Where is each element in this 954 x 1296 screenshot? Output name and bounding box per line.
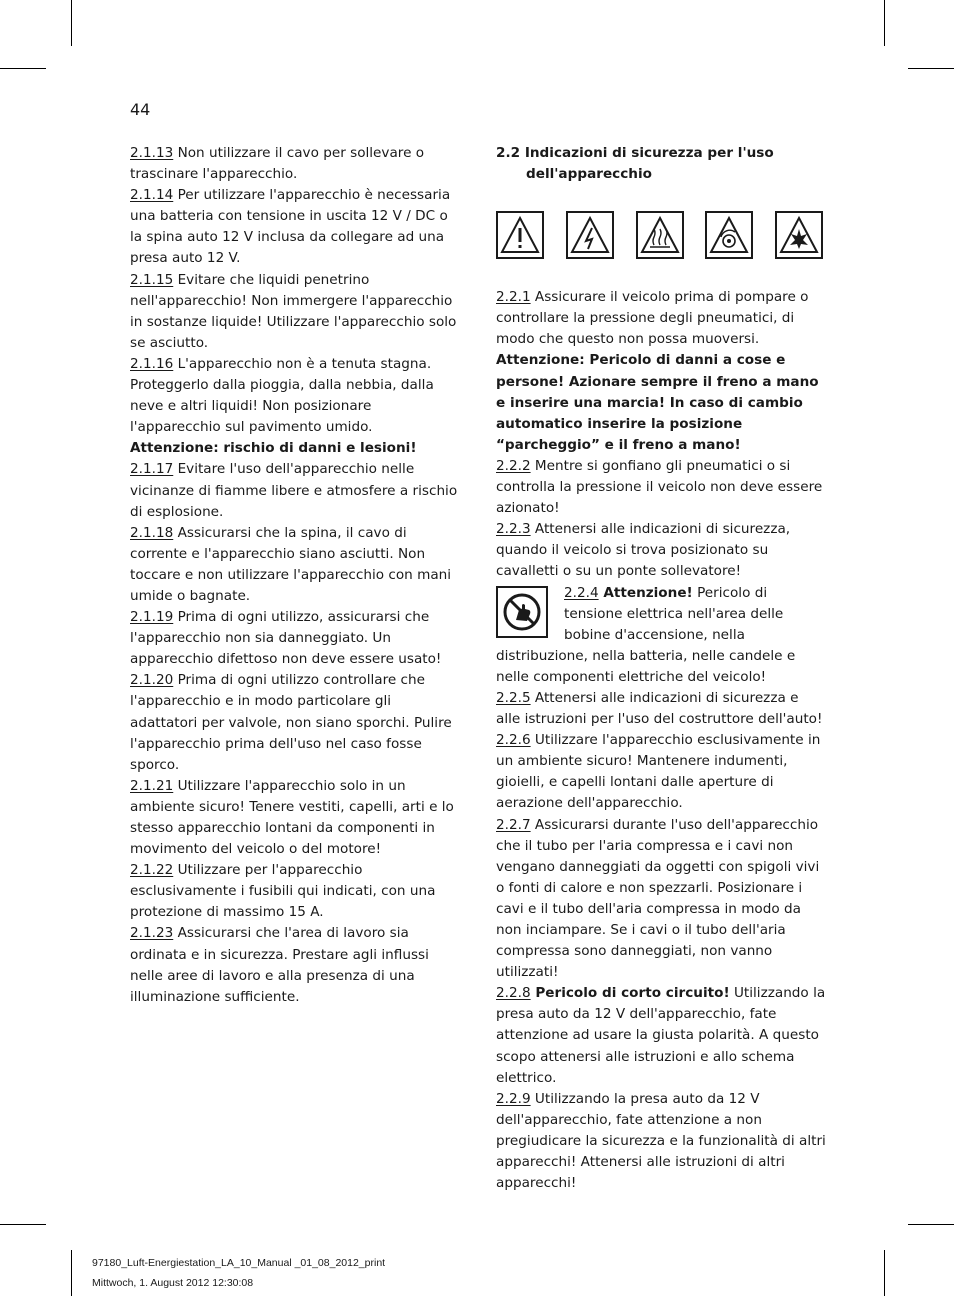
- paragraph-text: Assicurarsi che la spina, il cavo di corrente e l'apparecchio siano asciutti. Non toccare e non utilizzare l'apparecchio con mani umide o bagnate.: [130, 524, 452, 604]
- section-number: 2.1.19: [130, 609, 174, 626]
- print-footer-timestamp: Mittwoch, 1. August 2012 12:30:08: [92, 1277, 254, 1289]
- paragraph-2-1-22: [130, 860, 460, 923]
- crop-mark: [908, 68, 954, 69]
- paragraph-text: Evitare l'uso dell'apparecchio nelle vicinanze di fiamme libere e atmosfere a rischio di esplosione.: [130, 461, 458, 520]
- crop-mark: [884, 1250, 885, 1296]
- section-number: 2.2.2: [496, 457, 531, 474]
- paragraph-2-2-3: [496, 519, 826, 582]
- paragraph-text: Prima di ogni utilizzo, assicurarsi che l'apparecchio non sia danneggiato. Un apparecchio difettoso non deve essere usato!: [130, 609, 442, 668]
- paragraph-2-2-1: [496, 287, 826, 456]
- warning-text: Pericolo di corto circuito!: [530, 985, 730, 1002]
- paragraph-text: Non utilizzare il cavo per sollevare o trascinare l'apparecchio.: [130, 145, 425, 183]
- section-heading: 2.2 Indicazioni di sicurezza per l'uso dell'apparecchio: [496, 145, 774, 183]
- crop-mark: [71, 0, 72, 46]
- page-number: 44: [130, 100, 151, 119]
- section-number: 2.2.1: [496, 289, 531, 306]
- section-number: 2.2.3: [496, 521, 531, 538]
- paragraph-2-2-2: [496, 456, 826, 519]
- warning-text: Attenzione: Pericolo di danni a cose e persone! Azionare sempre il freno a mano e inserire una marcia! In caso di cambio automatico inserire la posizione “parcheggio” e il freno a mano!: [496, 352, 819, 453]
- section-number: 2.1.22: [130, 862, 174, 879]
- paragraph-2-2-7: [496, 815, 826, 984]
- paragraph-text: Prima di ogni utilizzo controllare che l'apparecchio e in modo particolare gli adattatori per valvole, non siano sporchi. Pulire l'apparecchio prima dell'uso nel caso fosse sporco.: [130, 672, 452, 773]
- paragraph-text: Utilizzare per l'apparecchio esclusivamente i fusibili qui indicati, con una protezione di massimo 15 A.: [130, 862, 436, 921]
- paragraph-2-1-21: [130, 776, 460, 860]
- section-number: 2.2.9: [496, 1090, 531, 1107]
- section-number: 2.1.15: [130, 271, 174, 288]
- paragraph-text: Utilizzare l'apparecchio solo in un ambiente sicuro! Tenere vestiti, capelli, arti e lo stesso apparecchio lontani da componenti in movimento del veicolo o del motore!: [130, 777, 454, 858]
- paragraph-text: Evitare che liquidi penetrino nell'apparecchio! Non immergere l'apparecchio in sostanze liquide! Utilizzare l'apparecchio solo se asciutto.: [130, 271, 457, 351]
- paragraph-text: Assicurarsi durante l'uso dell'apparecchio che il tubo per l'aria compressa e i cavi non vengano danneggiati da oggetti con spigoli vivi o fonti di calore e non spezzarli. Posizionare i cavi e il tubo dell'aria compressa in modo da non inciampare. Se i cavi o il tubo dell'aria compressa sono danneggiati, non vanno utilizzati!: [496, 816, 820, 981]
- section-number: 2.2.5: [496, 689, 531, 706]
- section-number: 2.1.14: [130, 187, 174, 204]
- section-number: 2.1.16: [130, 355, 174, 372]
- paragraph-text: Pericolo di tensione elettrica nell'area delle bobine d'accensione, nella distribuzione, nella batteria, nelle candele e nelle componenti elettriche del veicolo!: [496, 584, 796, 685]
- paragraph-2-1-19: [130, 607, 460, 670]
- crop-mark: [884, 0, 885, 46]
- section-number: 2.1.23: [130, 925, 174, 942]
- paragraph-text: Mentre si gonfiano gli pneumatici o si controlla la pressione il veicolo non deve essere azionato!: [496, 457, 823, 517]
- paragraph-text: Assicurarsi che l'area di lavoro sia ordinata e in sicurezza. Prestare agli influssi nelle aree di lavoro e alla presenza di una illuminazione sufficiente.: [130, 925, 429, 1005]
- section-number: 2.2.7: [496, 816, 531, 833]
- rotating-parts-icon: [705, 211, 753, 259]
- crop-mark: [0, 68, 46, 69]
- paragraph-text: Assicurare il veicolo prima di pompare o controllare la pressione degli pneumatici, di modo che questo non possa muoversi.: [496, 289, 809, 348]
- crop-mark: [0, 1224, 46, 1225]
- paragraph-2-1-23: [130, 923, 460, 1007]
- paragraph-2-2-5: [496, 688, 826, 730]
- crop-mark: [908, 1224, 954, 1225]
- paragraph-2-1-13: [130, 143, 460, 185]
- section-number: 2.1.17: [130, 461, 174, 478]
- section-number: 2.2.6: [496, 732, 531, 749]
- paragraph-text: L'apparecchio non è a tenuta stagna. Proteggerlo dalla pioggia, dalla nebbia, dalla neve e altri liquidi! Non posizionare l'apparecchio sul pavimento umido.: [130, 355, 434, 436]
- right-column: [496, 143, 826, 1194]
- warning-text: Attenzione: rischio di danni e lesioni!: [130, 440, 417, 457]
- print-footer-filename: 97180_Luft-Energiestation_LA_10_Manual _01_08_2012_print: [92, 1257, 386, 1269]
- paragraph-2-1-20: [130, 670, 460, 775]
- explosion-icon: [775, 211, 823, 259]
- electric-shock-icon: [566, 211, 614, 259]
- paragraph-text: Utilizzare l'apparecchio esclusivamente in un ambiente sicuro! Mantenere indumenti, gioielli, e capelli lontani dalle aperture di aerazione dell'apparecchio.: [496, 732, 821, 812]
- section-number: 2.1.21: [130, 777, 174, 794]
- section-number: 2.1.13: [130, 145, 174, 161]
- crop-mark: [71, 1250, 72, 1296]
- section-number: 2.1.18: [130, 524, 174, 541]
- paragraph-text: Utilizzando la presa auto da 12 V dell'apparecchio, fate attenzione a non pregiudicare la sicurezza e la funzionalità di altri apparecchi! Attenersi alle istruzioni di altri apparecchi!: [496, 1090, 826, 1192]
- section-number: 2.1.20: [130, 672, 174, 689]
- no-touch-icon: [496, 586, 548, 638]
- warning-text: Attenzione!: [598, 584, 693, 601]
- hot-surface-icon: [636, 211, 684, 259]
- hazard-icon-row: [496, 211, 823, 259]
- paragraph-2-2-9: [496, 1089, 826, 1194]
- section-number: 2.2.8: [496, 985, 531, 1002]
- warning-icon: [496, 211, 544, 259]
- paragraph-2-1-18: [130, 523, 460, 607]
- paragraph-2-2-4: [496, 583, 826, 688]
- paragraph-2-1-15: [130, 270, 460, 354]
- paragraph-2-1-14: [130, 185, 460, 269]
- paragraph-2-2-6: [496, 730, 826, 814]
- paragraph-2-1-17: [130, 459, 460, 522]
- paragraph-text: Per utilizzare l'apparecchio è necessaria una batteria con tensione in uscita 12 V / DC o la spina auto 12 V inclusa da collegare ad una presa auto 12 V.: [130, 187, 451, 267]
- paragraph-text: Attenersi alle indicazioni di sicurezza e alle istruzioni per l'uso del costruttore dell'auto!: [496, 689, 823, 728]
- paragraph-2-2-8: [496, 983, 826, 1088]
- section-number: 2.2.4: [564, 584, 599, 601]
- paragraph-2-1-16: [130, 354, 460, 459]
- left-column: [130, 143, 460, 1008]
- paragraph-text: Attenersi alle indicazioni di sicurezza, quando il veicolo si trova posizionato su cavalletti o su un ponte sollevatore!: [496, 521, 791, 580]
- paragraph-text: Utilizzando la presa auto da 12 V dell'apparecchio, fate attenzione ad usare la giusta polarità. A questo scopo attenersi alle istruzioni e allo schema elettrico.: [496, 985, 826, 1086]
